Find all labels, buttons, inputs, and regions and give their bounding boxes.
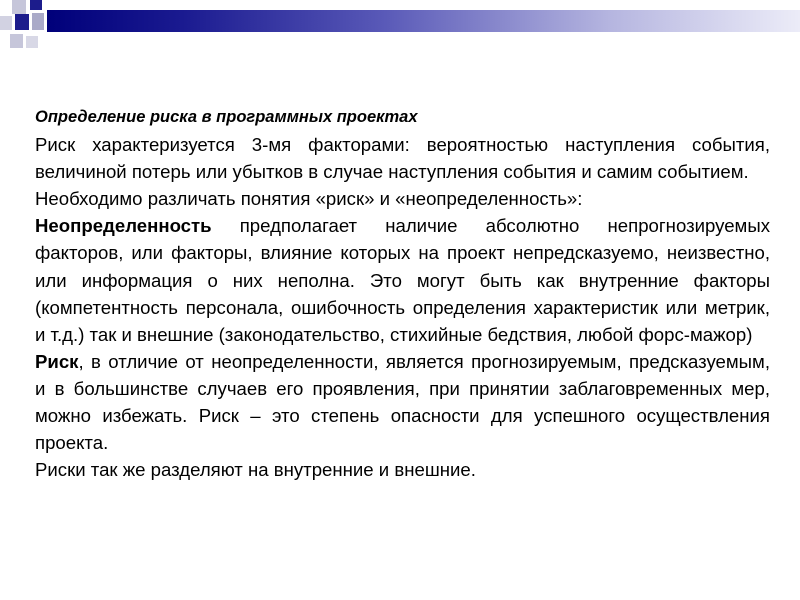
term-uncertainty: Неопределенность — [35, 215, 212, 237]
paragraph-risk-types: Риски так же разделяют на внутренние и внешние. — [35, 459, 476, 481]
deco-square — [0, 16, 12, 30]
paragraph-risk — [35, 348, 770, 456]
deco-square — [12, 0, 26, 14]
slide-body — [35, 104, 770, 483]
uncertainty-definition: предполагает наличие абсолютно непрогнозируемых факторов, или факторы, влияние которых на проект непредсказуемо, неизвестно, или информация о них неполна. Это могут быть как внутренние факторы (компетентность персонала, ошибочность определения характеристик или метрик, и т.д.) так и внешние (законодательство, стихийные бедствия, любой форс-мажор) — [35, 215, 770, 345]
term-risk: Риск — [35, 350, 79, 372]
header-gradient-bar — [47, 10, 800, 32]
deco-square — [15, 14, 29, 30]
risk-definition: , в отличие от неопределенности, является прогнозируемым, предсказуемым, и в большинстве случаев его проявления, при принятии заблаговременных мер, можно избежать. Риск – это степень опасности для успешного осуществления проекта. — [35, 350, 770, 454]
header-decoration — [0, 0, 800, 50]
paragraph-distinction: Необходимо различать понятия «риск» и «неопределенность»: — [35, 188, 583, 210]
deco-square — [26, 36, 38, 48]
deco-square — [32, 13, 44, 30]
deco-square — [10, 34, 23, 48]
paragraph-uncertainty — [35, 212, 770, 347]
deco-square — [30, 0, 42, 10]
paragraph-risk-factors: Риск характеризуется 3-мя факторами: вероятностью наступления события, величиной потерь или убытков в случае наступления события и самим событием. — [35, 134, 770, 183]
slide-title: Определение риска в программных проектах — [35, 108, 418, 126]
